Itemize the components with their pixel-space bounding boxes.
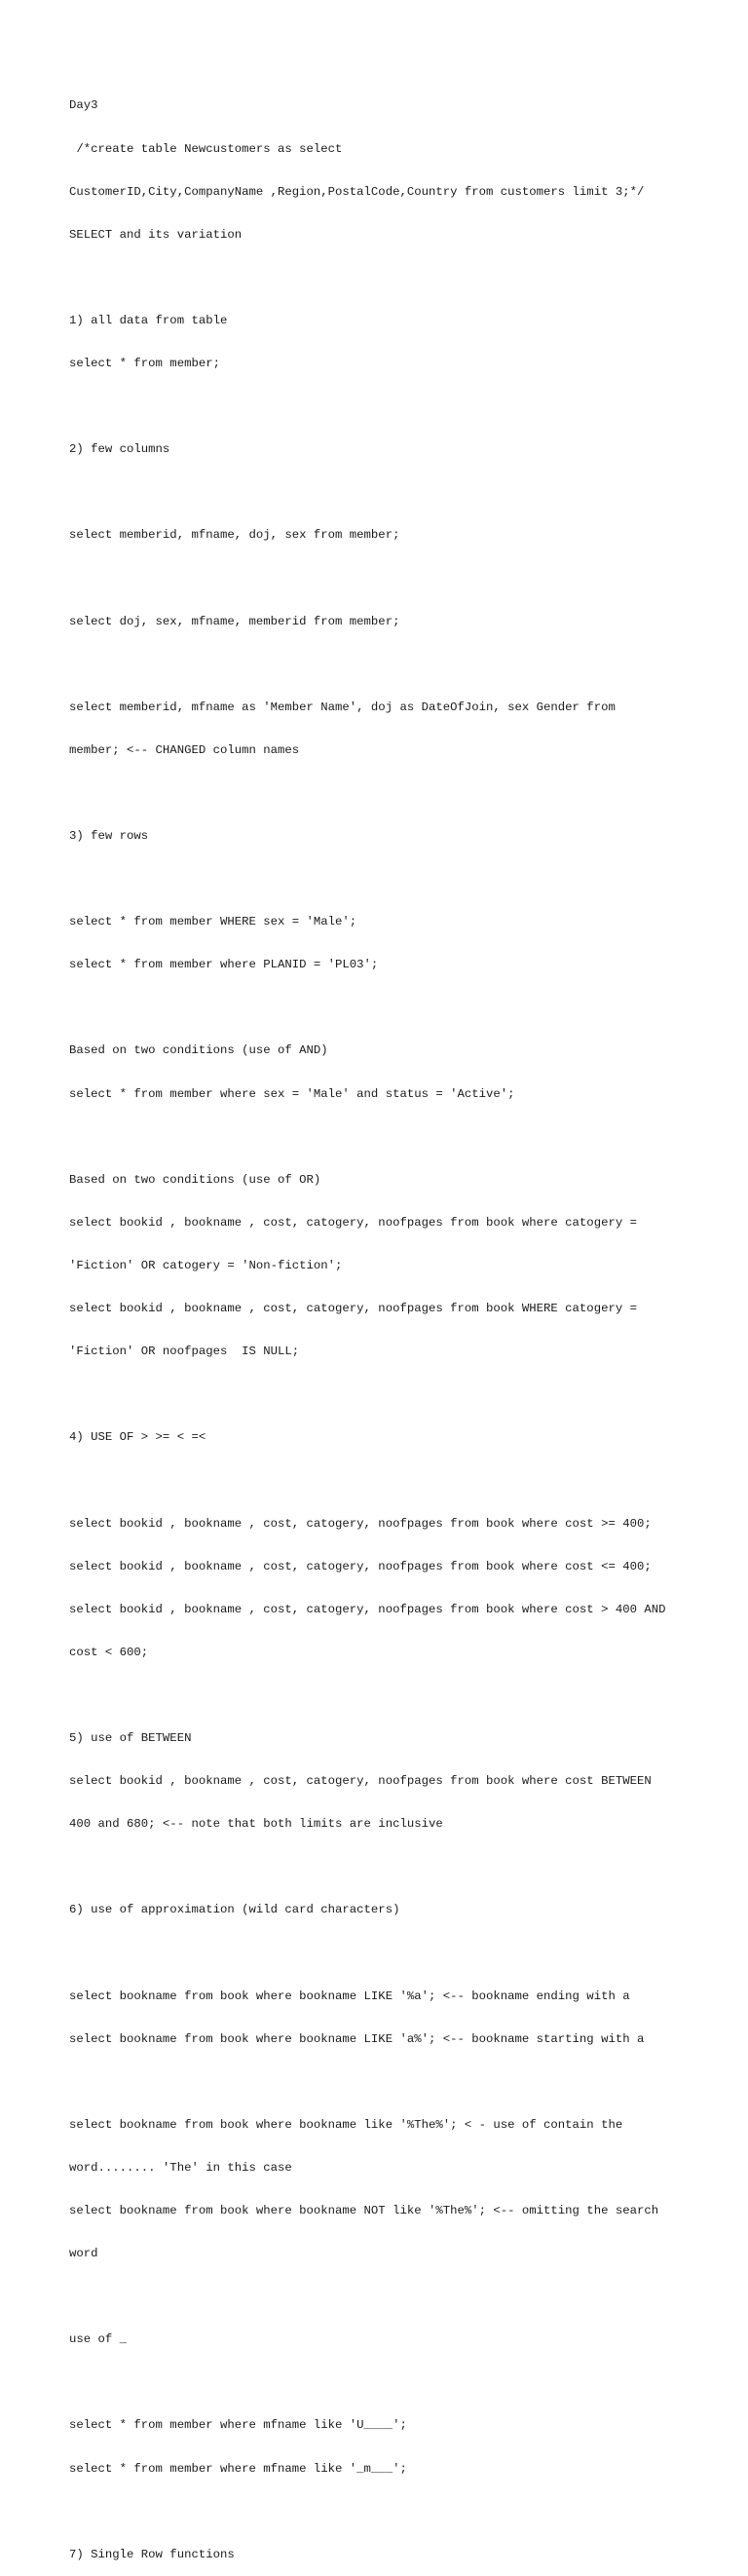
document-page — [69, 70, 712, 2576]
blank-line — [69, 1946, 712, 1960]
text-line: select bookname from book where bookname LIKE 'a%'; <-- bookname starting with a — [69, 2031, 645, 2046]
text-line: select bookname from book where bookname NOT like '%The%'; <-- omitting the search — [69, 2204, 659, 2217]
text-line: select bookid , bookname , cost, catogery, noofpages from book where cost >= 400; — [69, 1516, 652, 1531]
blank-line — [69, 2505, 712, 2519]
text-line: 'Fiction' OR noofpages IS NULL; — [69, 1345, 300, 1359]
section-heading: 2) few columns — [69, 442, 170, 457]
section-heading: 3) few rows — [69, 829, 149, 843]
blank-line — [69, 1130, 712, 1145]
text-line: /*create table Newcustomers as select — [69, 141, 343, 156]
blank-line — [69, 1001, 712, 1015]
text-line: select * from member where mfname like '_m___'; — [69, 2461, 407, 2476]
text-line: select bookid , bookname , cost, catogery, noofpages from book where cost BETWEEN — [69, 1774, 652, 1789]
text-line: select * from member where sex = 'Male' and status = 'Active'; — [69, 1086, 515, 1101]
text-line: word........ 'The' in this case — [69, 2160, 292, 2175]
blank-line — [69, 2075, 712, 2090]
text-line: select bookname from book where bookname LIKE '%a'; <-- bookname ending with a — [69, 1989, 630, 2003]
text-line: select * from member where mfname like 'U____'; — [69, 2418, 407, 2433]
blank-line — [69, 399, 712, 414]
text-line: member; <-- CHANGED column names — [69, 742, 300, 757]
blank-line — [69, 485, 712, 500]
blank-line — [69, 1860, 712, 1875]
blank-line — [69, 1387, 712, 1402]
text-line: select bookid , bookname , cost, catogery, noofpages from book where catogery = — [69, 1215, 637, 1230]
text-line: select bookid , bookname , cost, catogery, noofpages from book where cost <= 400; — [69, 1559, 652, 1573]
text-line: Based on two conditions (use of AND) — [69, 1043, 328, 1058]
section-heading: 7) Single Row functions — [69, 2547, 235, 2561]
section-heading: 6) use of approximation (wild card characters) — [69, 1903, 400, 1917]
text-line: word — [69, 2247, 98, 2261]
blank-line — [69, 2375, 712, 2390]
text-line: Day3 — [69, 98, 98, 113]
text-line: select bookname from book where bookname like '%The%'; < - use of contain the — [69, 2117, 623, 2132]
section-heading: 5) use of BETWEEN — [69, 1730, 192, 1745]
text-line: 400 and 680; <-- note that both limits are inclusive — [69, 1817, 443, 1832]
blank-line — [69, 571, 712, 586]
text-line: 'Fiction' OR catogery = 'Non-fiction'; — [69, 1258, 343, 1272]
text-line: cost < 600; — [69, 1645, 149, 1659]
text-line: SELECT and its variation — [69, 227, 243, 242]
section-heading: 1) all data from table — [69, 313, 228, 327]
text-line: select memberid, mfname as 'Member Name', doj as DateOfJoin, sex Gender from — [69, 700, 616, 714]
text-line: select bookid , bookname , cost, catogery, noofpages from book where cost > 400 AND — [69, 1602, 666, 1616]
section-heading: use of _ — [69, 2332, 128, 2347]
blank-line — [69, 1688, 712, 1703]
blank-line — [69, 872, 712, 887]
text-line: Based on two conditions (use of OR) — [69, 1172, 321, 1187]
text-line: select * from member where PLANID = 'PL03'; — [69, 958, 379, 972]
text-line: select * from member WHERE sex = 'Male'; — [69, 915, 357, 929]
blank-line — [69, 658, 712, 672]
blank-line — [69, 2290, 712, 2304]
text-line: CustomerID,City,CompanyName ,Region,PostalCode,Country from customers limit 3;*/ — [69, 184, 645, 199]
blank-line — [69, 1473, 712, 1488]
section-heading: 4) USE OF > >= < =< — [69, 1430, 206, 1445]
text-line: select doj, sex, mfname, memberid from member; — [69, 614, 400, 628]
blank-line — [69, 786, 712, 801]
blank-line — [69, 271, 712, 285]
text-line: select memberid, mfname, doj, sex from member; — [69, 528, 400, 543]
text-line: select bookid , bookname , cost, catogery, noofpages from book WHERE catogery = — [69, 1302, 637, 1316]
text-line: select * from member; — [69, 356, 220, 370]
